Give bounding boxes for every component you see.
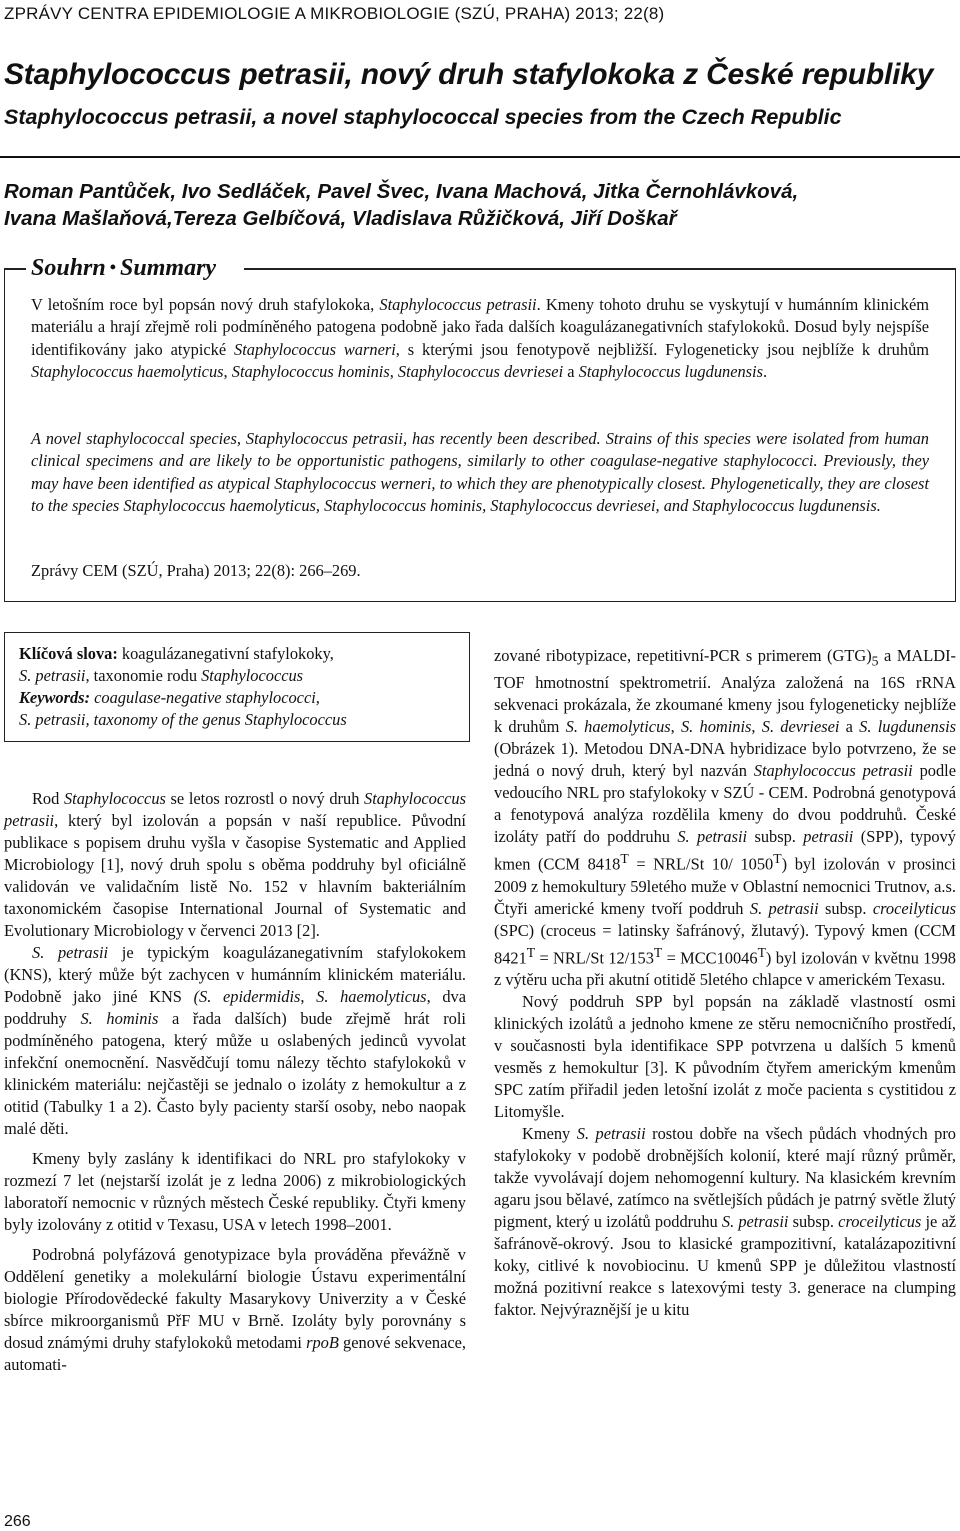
authors-line-1: Roman Pantůček, Ivo Sedláček, Pavel Švec, Ivana Machová, Jitka Černohlávková, (4, 180, 799, 203)
authors-line-2: Ivana Mašlaňová,Tereza Gelbíčová, Vladislava Růžičková, Jiří Doškař (4, 207, 677, 230)
summary-box (4, 255, 956, 602)
author-list (4, 178, 798, 232)
keywords-czech-line-2: S. petrasii, taxonomie rodu Staphylococcus (19, 666, 304, 685)
left-paragraph-1: Rod Staphylococcus se letos rozrostl o nový druh Staphylococcus petrasii, který byl izolován a popsán v naší republice. Původní publikace s popisem druhu vyšla v časopise Systematic and Applied Microbiology [1], nový druh spolu s oběma poddruhy byl oficiálně validován ve validačním listě No. 152 v hlavním bakteriálním taxonomickém časopise International Journal of Systematic and Evolutionary Microbiology v červenci 2013 [2]. (4, 789, 466, 940)
summary-english: A novel staphylococcal species, Staphylococcus petrasii, has recently been described. Strains of this species were isolated from human clinical specimens and are likely to be opportunistic pathogens, similarly to other coagulase-negative staphylococci. Previously, they may have been identified as atypical Staphylococcus werneri, to which they are phenotypically closest. Phylogenetically, they are closest to the species Staphylococcus haemolyticus, Staphylococcus hominis, Staphylococcus devriesei, and Staphylococcus lugdunensis. (31, 429, 929, 515)
keywords-english-line-1: Keywords: coagulase-negative staphylococci, (19, 688, 320, 707)
summary-czech: V letošním roce byl popsán nový druh stafylokoka, Staphylococcus petrasii. Kmeny tohoto druhu se vyskytují v humánním klinickém materiálu a hrají zřejmě roli podmíněného patogena podobně jako řada dalších koagulázanegativních stafylokoků. Dosud byly nejspíše identifikovány jako atypické Staphylococcus warneri, s kterými jsou fenotypově nejbližší. Fylogeneticky jsou nejblíže k druhům Staphylococcus haemolyticus, Staphylococcus hominis, Staphylococcus devriesei a Staphylococcus lugdunensis. (31, 295, 930, 381)
article-title-english: Staphylococcus petrasii, a novel staphylococcal species from the Czech Republic (4, 105, 842, 129)
article-title-czech: Staphylococcus petrasii, nový druh stafylokoka z České republiky (4, 58, 934, 91)
right-paragraph-3: Kmeny S. petrasii rostou dobře na všech půdách vhodných pro stafylokoky v podobě drobnějších kolonií, které mají různý průměr, takže vyvolávají dojem nehomogenní kultury. Na klasickém krevním agaru jsou bělavé, zatímco na světlejších půdách je patrný světle žlutý pigment, který u izolátů poddruhu S. petrasii subsp. croceilyticus je až šafránově-okrový. Jsou to klasické grampozitivní, katalázapozitivní koky, citlivé k novobiocinu. U kmenů SPP je důležitou vlastností možná pozitivní reakce s latexovými testy 3. generace na clumping faktor. Nejvýraznější je u kitu (494, 1124, 956, 1320)
left-paragraph-4: Podrobná polyfázová genotypizace byla prováděna převážně v Oddělení genetiky a molekulární biologie Ústavu experimentální biologie Přírodovědecké fakulty Masarykovy Univerzity a v České sbírce mikroorganismů PřF MU v Brně. Izoláty byly porovnány s dosud známými druhy stafylokoků metodami rpoB genové sekvenace, automati- (4, 1245, 466, 1374)
left-paragraph-2: S. petrasii je typickým koagulázanegativním stafylokokem (KNS), který může být zachycen v humánním klinickém materiálu. Podobně jako jiné KNS (S. epidermidis, S. haemolyticus, dva poddruhy S. hominis a řada dalších) bude zřejmě hrát roli podmíněného patogena, který může u oslabených jedinců vyvolat infekční onemocnění. Nasvědčují tomu nálezy těchto stafylokoků v klinickém materiálu: nejčastěji se jednalo o izoláty z hemokultur a z otitid (Tabulky 1 a 2). Často byly pacienty starší osoby, nebo naopak malé děti. (4, 943, 466, 1138)
summary-heading-english: Summary (120, 255, 217, 281)
right-paragraph-1: zované ribotypizace, repetitivní-PCR s primerem $(GTG)_5$ a MALDI-TOF hmotnostní spektrometrií. Analýza založená na 16S rRNA sekvenaci prokázala, že zkoumané kmeny jsou fylogeneticky nejblíže k druhům S. haemolyticus, S. hominis, S. devriesei a S. lugdunensis (Obrázek 1). Metodou DNA-DNA hybridizace bylo potvrzeno, že se jedná o nový druh, který byl nazván Staphylococcus petrasii podle vedoucího NRL pro stafylokoky v SZÚ - CEM. Podrobná genotypová a fenotypová analýza rozdělila kmeny do dvou poddruhů. České izoláty patří do poddruhu S. petrasii subsp. petrasii (SPP), typový kmen (CCM $8418^T = NRL/St$ 10/ $1050^T$) byl izolován v prosinci 2009 z hemokultury 59letého muže v Oblastní nemocnici Trutnov, a.s. Čtyři americké kmeny tvoří poddruh S. petrasii subsp. croceilyticus (SPC) (croceus = latinsky šafránový, žlutavý). Typový kmen (CCM $8421^T = NRL/St$ $12/153^T = MCC10046^T$) byl izolován v květnu 1998 z výtěru ucha při akutní otitidě 5letého chlapce v americkém Texasu. (494, 646, 957, 990)
keywords-english-label: Keywords: (19, 688, 91, 707)
keywords-english-line-2: S. petrasii, taxonomy of the genus Staphylococcus (19, 710, 347, 729)
title-divider (0, 156, 960, 158)
left-paragraph-3: Kmeny byly zaslány k identifikaci do NRL pro stafylokoky v rozmezí 7 let (nejstarší izolát je z ledna 2006) z mikrobiologických laboratoří nemocnic v různých městech České republiky. Čtyři kmeny byly izolovány z otitid v Texasu, USA v letech 1998–2001. (4, 1149, 466, 1234)
keywords-czech-line-1: Klíčová slova: koagulázanegativní stafylokoky, (19, 644, 334, 663)
page-number: 266 (4, 1513, 31, 1530)
keywords-box (4, 632, 470, 742)
running-head: ZPRÁVY CENTRA EPIDEMIOLOGIE A MIKROBIOLOGIE (SZÚ, PRAHA) 2013; 22(8) (4, 4, 665, 23)
right-paragraph-2: Nový poddruh SPP byl popsán na základě vlastností osmi klinických izolátů a jednoho kmene ze stěru nemocničního prostředí, v současnosti byla identifikace SPP potvrzena u dalších 5 kmenů vesměs z hemokultur [3]. K původním čtyřem americkým kmenům SPC zatím přiřadil jeden letošní izolát z moče pacienta s cystitidou z Litomyšle. (494, 992, 956, 1122)
body-column-right (494, 645, 956, 1321)
summary-heading-czech: Souhrn (31, 255, 106, 281)
keywords-czech-label: Klíčová slova: (19, 644, 118, 663)
summary-heading (31, 255, 222, 282)
summary-citation: Zprávy CEM (SZÚ, Praha) 2013; 22(8): 266–269. (31, 561, 361, 580)
body-column-left (4, 788, 466, 1376)
bullet-separator: • (109, 257, 117, 277)
